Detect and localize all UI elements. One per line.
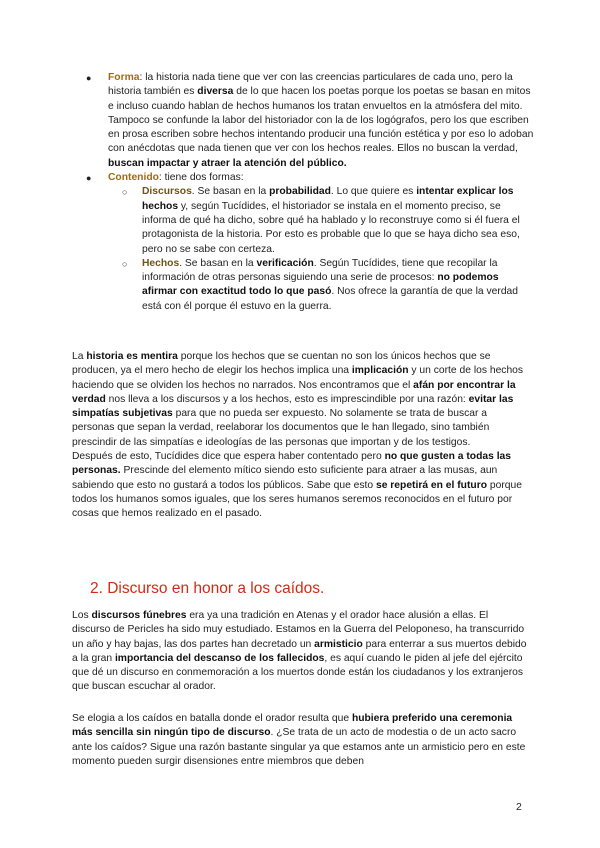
text-run: de lo que hacen los poetas porque los poetas se basan en mitos e incluso cuando hablan de hechos humanos los tratan envueltos en la atmósfera del mito. Tampoco se confunde la labor del historiador con la de los logógrafos, pero los que escriben en prosa escriben sobre hechos intentando producir una función estética y por eso lo adoban con anécdotas que nada tienen que ver con los hechos reales. Ellos no buscan la verdad,	[108, 86, 534, 155]
paragraph-elogio	[72, 712, 528, 769]
bold-text: hubiera preferido una ceremonia más sencilla sin ningún tipo de discurso	[72, 713, 513, 739]
text-run: Se elogia a los caídos en batalla donde el orador resulta que	[72, 713, 352, 724]
text-run: : tiene dos formas:	[158, 172, 244, 184]
bold-text: diversa	[197, 86, 234, 98]
bold-text: importancia del descanso de los fallecidos	[114, 652, 325, 664]
text-run: . Lo que quiere es	[330, 186, 417, 198]
text-run: : la historia nada tiene que ver con las creencias particulares de cada uno, pero la historia también es	[108, 72, 513, 98]
text-run: porque los hechos que se cuentan no son los únicos hechos que se producen, ya el mero hecho de elegir los hechos implica una	[72, 351, 491, 377]
bold-text: afán por encontrar la verdad	[72, 379, 516, 405]
text-run: para que no pueda ser expuesto. No solamente se trata de buscar a personas que sepan la verdad, reelaborar los documentos que le han llegado, sino también prescindir de las simpatías e ideologías de las personas que importan y de los testigos.	[72, 408, 490, 448]
text-run: nos lleva a los discursos y a los hechos, esto es imprescindible por una razón:	[105, 393, 469, 405]
bullet-dot-icon: ●	[86, 173, 92, 184]
bold-text: intentar explicar los hechos	[142, 186, 514, 212]
bullet-circle-icon: ○	[122, 258, 128, 269]
bold-text: discursos fúnebres	[91, 610, 187, 621]
bold-text: no podemos afirmar con exactitud todo lo que pasó	[142, 272, 499, 298]
paragraph-discursos-funebres	[72, 609, 528, 695]
page-number: 2	[516, 801, 522, 813]
text-run: Prescinde del elemento mítico siendo esto suficiente para atraer a las musas, aun sabiendo que esto no gustará a todos los públicos. Sabe que esto	[72, 465, 498, 491]
text-run: Después de esto, Tucídides dice que espera haber contentado pero	[72, 451, 385, 463]
bullet-list	[72, 71, 534, 314]
text-run: porque todos los humanos somos iguales, que los seres humanos seremos reconocidos en el futuro por cosas que hemos realizado en el pasado.	[72, 479, 522, 520]
bold-text: armisticio	[314, 638, 363, 650]
bold-text: historia es mentira	[86, 351, 178, 362]
text-run: y, según Tucídides, el historiador se instala en el momento preciso, se informa de qué ha dicho, sobre qué ha hablado y lo reconstruye como si él fuera el protagonista de la historia. Por esto es probable que lo que se haya dicho sea eso, pero no se sabe con certeza.	[142, 200, 520, 255]
section-heading: 2. Discurso en honor a los caídos.	[90, 580, 325, 597]
bullet-label: Forma	[108, 72, 140, 83]
text-run: . Según Tucídides, tiene que recopilar la información de otras personas siguiendo una serie de procesos:	[142, 257, 498, 284]
sub-bullet-label: Hechos	[142, 257, 180, 269]
text-run: , es aquí cuando le piden al jefe del ejército que dé un discurso en conmemoración a los muertos donde están los ciudadanos y los extranjeros que buscan escuchar al orador.	[72, 652, 524, 693]
paragraph-historia	[72, 350, 528, 522]
bold-text: no que gusten a todas las personas.	[72, 451, 512, 477]
text-run: era ya una tradición en Atenas y el orador hace alusión a ellas. El discurso de Pericles ha sido muy estudiado. Estamos en la Guerra del Peloponeso, ha transcurrido un año y hay bajas, las dos partes han decretado un	[72, 610, 525, 650]
bullet-dot-icon: ●	[86, 73, 92, 83]
bold-text: buscan impactar y atraer la atención del público.	[108, 157, 347, 169]
bullet-circle-icon: ○	[122, 187, 128, 198]
sub-bullet-label: Discursos	[142, 186, 192, 198]
text-run: . Se basan en la	[179, 257, 257, 269]
bold-text: se repetirá en el futuro	[375, 479, 487, 491]
text-run: Los	[72, 610, 92, 621]
bullet-item	[72, 71, 534, 171]
bold-text: evitar las simpatías subjetivas	[72, 393, 514, 420]
text-run: La	[72, 351, 87, 362]
text-run: . Nos ofrece la garantía de que la verdad está con él porque él estuvo en la guerra.	[142, 286, 518, 312]
bold-text: implicación	[351, 365, 409, 377]
bold-text: probabilidad	[269, 186, 331, 198]
text-run: y un corte de los hechos haciendo que se olviden los hechos no narrados. Nos encontramos que el	[72, 365, 524, 391]
text-run: . Se basan en la	[191, 186, 270, 198]
text-run: . ¿Se trata de un acto de modestia o de un acto sacro ante los caídos? Sigue una razón bastante singular ya que estamos ante un armisticio pero en este momento pueden surgir disensiones entre miembros que deben	[72, 727, 526, 767]
bullet-item	[72, 171, 534, 185]
sub-bullet-item	[106, 185, 534, 256]
text-run: para enterrar a sus muertos debido a la gran	[72, 638, 527, 664]
bullet-label: Contenido	[108, 172, 159, 184]
sub-bullet-item	[106, 257, 534, 314]
bold-text: verificación	[256, 257, 314, 269]
